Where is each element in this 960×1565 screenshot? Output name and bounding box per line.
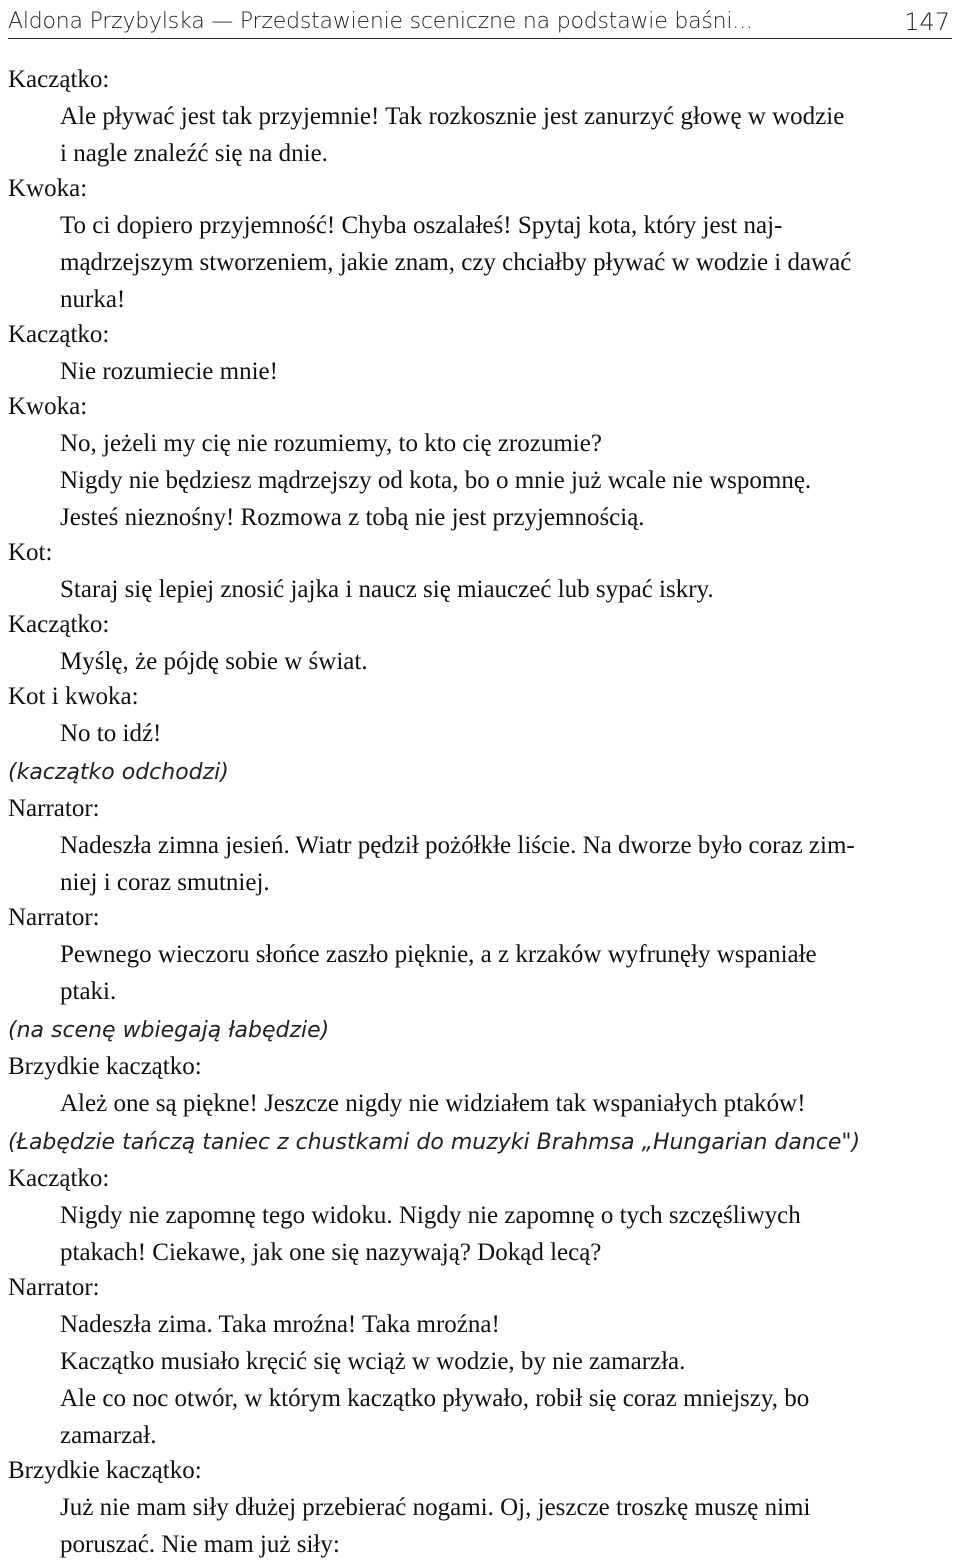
dialogue-line: Ale pływać jest tak przyjemnie! Tak rozkosznie jest zanurzyć głowę w wodzie [60, 103, 845, 130]
dialogue-block [8, 1052, 952, 1122]
dialogue-line: Kaczątko musiało kręcić się wciąż w wodzie, by nie zamarzła. [60, 1348, 686, 1375]
speaker-name: Kaczątko: [8, 66, 110, 93]
dialogue-line: Myślę, że pójdę sobie w świat. [60, 648, 368, 675]
stage-direction: (kaczątko odchodzi) [8, 760, 229, 785]
play-script [8, 65, 952, 1565]
speaker-name: Kot i kwoka: [8, 683, 139, 710]
speaker-name: Narrator: [8, 1274, 100, 1301]
dialogue-line: Już nie mam siły dłużej przebierać nogami. Oj, jeszcze troszkę muszę nimi [60, 1494, 811, 1521]
stage-direction: (na scenę wbiegają łabędzie) [8, 1018, 330, 1043]
speaker-name: Brzydkie kaczątko: [8, 1053, 202, 1080]
speaker-name: Kot: [8, 539, 53, 566]
dialogue-block [8, 682, 952, 752]
speaker-name: Kaczątko: [8, 611, 110, 638]
dialogue-block [8, 320, 952, 390]
dialogue-block [8, 538, 952, 608]
dialogue-block [8, 65, 952, 172]
dialogue-line: Ale co noc otwór, w którym kaczątko pływało, robił się coraz mniejszy, bo [60, 1385, 810, 1412]
dialogue-line: niej i coraz smutniej. [60, 869, 270, 896]
dialogue-line: Nie rozumiecie mnie! [60, 358, 278, 385]
dialogue-block [8, 794, 952, 901]
dialogue-line: ptakach! Ciekawe, jak one się nazywają? Dokąd lecą? [60, 1239, 602, 1266]
stage-direction: (Łabędzie tańczą taniec z chustkami do muzyki Brahmsa „Hungarian dance") [8, 1130, 861, 1155]
dialogue-line: Nadeszła zimna jesień. Wiatr pędził pożółkłe liście. Na dworze było coraz zim- [60, 832, 855, 859]
speaker-name: Narrator: [8, 795, 100, 822]
speaker-name: Kwoka: [8, 393, 88, 420]
dialogue-line: zamarzał. [60, 1422, 157, 1449]
dialogue-block [8, 610, 952, 680]
dialogue-block [8, 903, 952, 1010]
dialogue-line: Nigdy nie zapomnę tego widoku. Nigdy nie zapomnę o tych szczęśliwych [60, 1202, 801, 1229]
dialogue-line: Staraj się lepiej znosić jajka i naucz się miauczeć lub sypać iskry. [60, 576, 714, 603]
dialogue-line: To ci dopiero przyjemność! Chyba oszalałeś! Spytaj kota, który jest naj- [60, 212, 783, 239]
dialogue-line: Ależ one są piękne! Jeszcze nigdy nie widziałem tak wspaniałych ptaków! [60, 1090, 806, 1117]
dialogue-line: No to idź! [60, 720, 162, 747]
dialogue-block [8, 174, 952, 318]
speaker-name: Kaczątko: [8, 1165, 110, 1192]
speaker-name: Kaczątko: [8, 321, 110, 348]
dialogue-line: ptaki. [60, 978, 117, 1005]
running-header [8, 6, 952, 39]
speaker-name: Brzydkie kaczątko: [8, 1457, 202, 1484]
dialogue-line: nurka! [60, 286, 126, 313]
dialogue-line: poruszać. Nie mam już siły: [60, 1531, 340, 1558]
dialogue-block [8, 1273, 952, 1454]
dialogue-line: Nigdy nie będziesz mądrzejszy od kota, bo o mnie już wcale nie wspomnę. [60, 467, 812, 494]
dialogue-line: i nagle znaleźć się na dnie. [60, 140, 328, 167]
dialogue-block [8, 1164, 952, 1271]
dialogue-line: Pewnego wieczoru słońce zaszło pięknie, a z krzaków wyfrunęły wspaniałe [60, 941, 817, 968]
speaker-name: Narrator: [8, 904, 100, 931]
dialogue-block [8, 392, 952, 536]
speaker-name: Kwoka: [8, 175, 88, 202]
page-number: 147 [904, 8, 950, 36]
running-title: Aldona Przybylska — Przedstawienie sceniczne na podstawie baśni... [8, 9, 753, 34]
dialogue-line: Nadeszła zima. Taka mroźna! Taka mroźna! [60, 1311, 500, 1338]
dialogue-block [8, 1456, 952, 1563]
dialogue-line: Jesteś nieznośny! Rozmowa z tobą nie jest przyjemnością. [60, 504, 645, 531]
dialogue-line: mądrzejszym stworzeniem, jakie znam, czy chciałby pływać w wodzie i dawać [60, 249, 852, 276]
dialogue-line: No, jeżeli my cię nie rozumiemy, to kto cię zrozumie? [60, 430, 602, 457]
